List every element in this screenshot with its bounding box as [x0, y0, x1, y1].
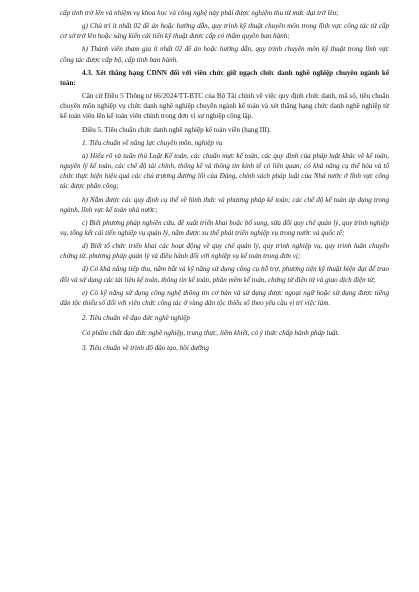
standard-2-text: Có phẩm chất đạo đức nghề nghiệp, trung thực, liêm khiết, có ý thức chấp hành pháp luật.	[82, 329, 340, 338]
standard-1-item-a: a) Hiểu rõ và tuân thủ Luật Kế toán, các chuẩn mực kế toán, các quy định của pháp luật khác về kế toán, nguyên lý kế toán, các chế độ tài chính, thống kê và thông tin kinh tế có liên quan; có khả năng cụ thể hóa và tổ chức thực hiện hiệu quả các chủ trương đường lối của Đảng, chính sách pháp luật của Nhà nước ở lĩnh vực công tác được phân công;	[60, 151, 389, 191]
standard-3-heading: 3. Tiêu chuẩn về trình độ đào tạo, bồi dưỡng	[82, 344, 209, 353]
section-heading-4-3: 4.3. Xét thăng hạng CDNN đối với viên chức giữ ngạch chức danh nghề nghiệp chuyên ngành kế toán:	[60, 68, 389, 87]
paragraph-criterion-f-continued: cấp tỉnh trở lên và nhiệm vụ khoa học và công nghệ này phải được nghiệm thu từ mức đạt trở lên;	[60, 9, 339, 17]
paragraph-criterion-g: g) Chủ trì ít nhất 02 đề án hoặc hướng dẫn, quy trình kỹ thuật chuyên môn trong lĩnh vực công tác từ cấp cơ sở trở lên hoặc sáng kiến cải tiến kỹ thuật được cấp có thẩm quyền ban hành;	[60, 22, 389, 41]
standard-1-item-d: d) Biết tổ chức triển khai các hoạt động về quy chế quản lý, quy trình nghiệp vụ, quy trình luân chuyển chứng từ, phương pháp quản lý và điều hành đối với nghiệp vụ kế toán trong đơn vị;	[60, 242, 389, 261]
standard-1-heading: 1. Tiêu chuẩn về năng lực chuyên môn, nghiệp vụ	[82, 138, 223, 147]
standard-1-item-dd: đ) Có khả năng tiếp thu, nắm bắt và kỹ năng sử dụng công cụ hỗ trợ, phương tiện kỹ thuật hiện đại để trao đổi và sử dụng các tài liệu kế toán, thông tin kế toán, phần mềm kế toán, chứng từ điện tử và giao dịch điện tử;	[60, 265, 389, 284]
standard-1-item-e: e) Có kỹ năng sử dụng công nghệ thông tin cơ bản và sử dụng được ngoại ngữ hoặc sử dụng được tiếng dân tộc thiểu số đối với viên chức công tác ở vùng dân tộc thiểu số theo yêu cầu vị trí việc làm.	[60, 288, 389, 307]
standard-2-heading: 2. Tiêu chuẩn về đạo đức nghề nghiệp	[82, 314, 190, 323]
paragraph-legal-basis: Căn cứ Điều 5 Thông tư 66/2024/TT-BTC của Bộ Tài chính về việc quy định chức danh, mã số, tiêu chuẩn chuyên môn nghiệp vụ chức danh nghề nghiệp chuyên ngành kế toán và xét thăng hạng chức danh nghề nghiệp từ kế toán viên lên kế toán viên chính trong đơn vị sự nghiệp công lập.	[60, 92, 389, 121]
standard-1-item-b: b) Nắm được các quy định cụ thể về hình thức và phương pháp kế toán; các chế độ kế toán áp dụng trong ngành, lĩnh vực kế toán nhà nước;	[60, 195, 389, 214]
standard-1-item-c: c) Biết phương pháp nghiên cứu, đề xuất triển khai hoặc bổ sung, sửa đổi quy chế quản lý, quy trình nghiệp vụ, tổng kết cải tiến nghiệp vụ quản lý, nắm được xu thế phát triển nghiệp vụ trong nước và quốc tế;	[60, 218, 389, 237]
article-5-heading: Điều 5. Tiêu chuẩn chức danh nghề nghiệp kế toán viên (hạng III).	[82, 125, 272, 134]
paragraph-criterion-h: h) Thành viên tham gia ít nhất 02 đề án hoặc hướng dẫn, quy trình chuyên môn kỹ thuật trong lĩnh vực công tác được cấp bộ, cấp tỉnh ban hành.	[60, 45, 389, 64]
